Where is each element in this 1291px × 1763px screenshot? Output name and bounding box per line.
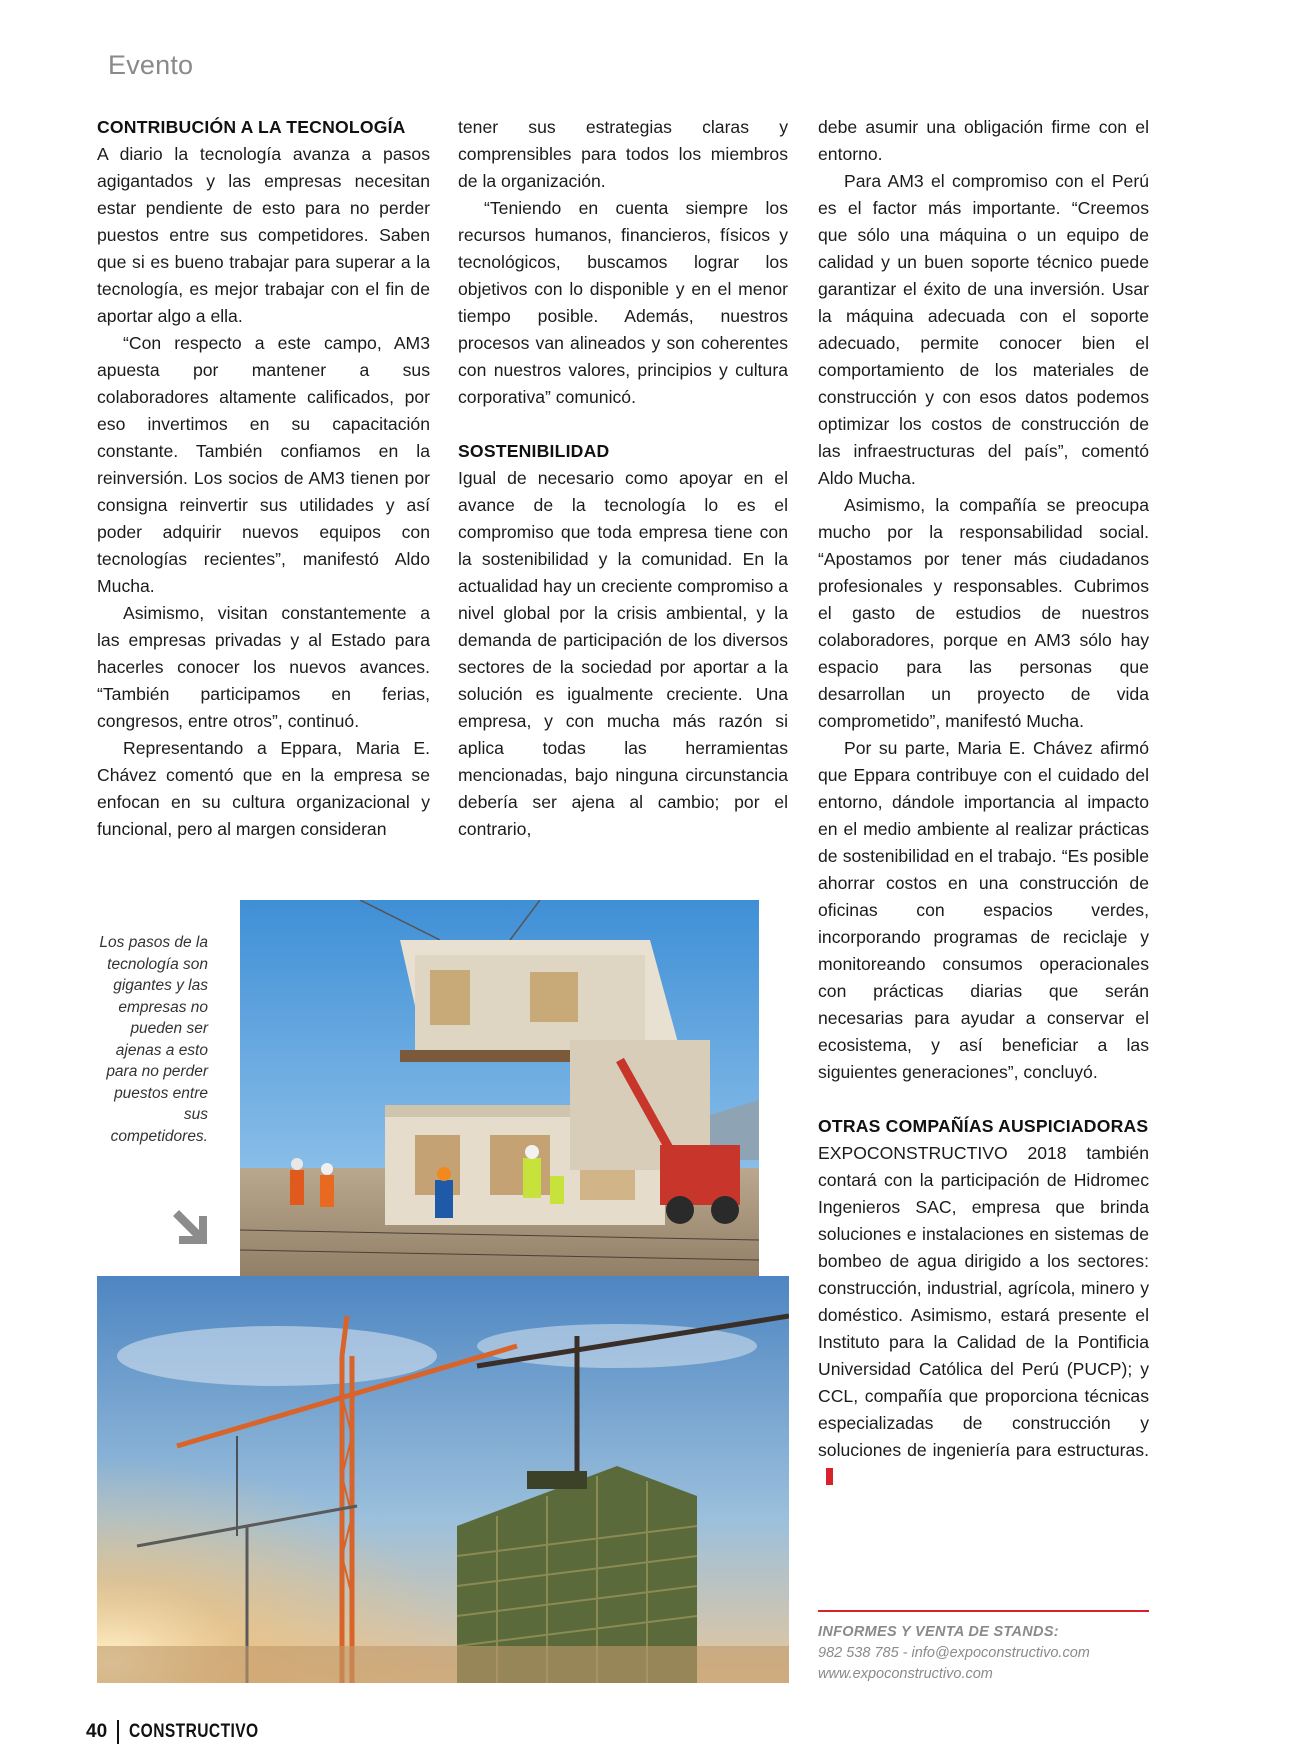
arrow-down-right-icon bbox=[169, 1206, 211, 1248]
paragraph: Igual de necesario como apoyar en el avance de la tecnología lo es el compromiso que toda empresa tiene con la sostenibilidad y la comunidad. En la actualidad hay un creciente compromiso a nivel global por la crisis ambiental, y la demanda de participación de los diversos sectores de la sociedad por aportar a la solución es igualmente creciente. Una empresa, y con mucha más razón si aplica todas las herramientas mencionadas, bajo ninguna circunstancia debería ser ajena al cambio; por el contrario, bbox=[458, 468, 788, 839]
paragraph: “Teniendo en cuenta siempre los recursos humanos, financieros, físicos y tecnológicos, buscamos lograr los objetivos con lo disponible y en el menor tiempo posible. Además, nuestros procesos van alineados y son coherentes con nuestros valores, principios y cultura corporativa” comunicó. bbox=[458, 198, 788, 407]
info-contact: 982 538 785 - info@expoconstructivo.com bbox=[818, 1645, 1090, 1661]
paragraph: Representando a Eppara, Maria E. Chávez comentó que en la empresa se enfocan en su cultura organizacional y funcional, pero al margen consideran bbox=[97, 738, 430, 839]
article-column-2 bbox=[458, 114, 788, 843]
info-divider bbox=[818, 1610, 1149, 1612]
paragraph: debe asumir una obligación firme con el entorno. bbox=[818, 117, 1149, 164]
paragraph: tener sus estrategias claras y comprensibles para todos los miembros de la organización. bbox=[458, 117, 788, 191]
heading-contribucion: CONTRIBUCIÓN A LA TECNOLOGÍA bbox=[97, 117, 406, 137]
cranes-photo bbox=[97, 1276, 789, 1683]
paragraph: Asimismo, visitan constantemente a las empresas privadas y al Estado para hacerles conocer los nuevos avances. “También participamos en ferias, congresos, entre otros”, continuó. bbox=[97, 603, 430, 731]
modular-construction-photo bbox=[240, 900, 759, 1287]
paragraph: A diario la tecnología avanza a pasos agigantados y las empresas necesitan estar pendiente de esto para no perder puestos entre sus competidores. Saben que si es bueno trabajar para superar a la tecnología, es mejor trabajar con el fin de aportar algo a ella. bbox=[97, 144, 430, 326]
page-number: 40 bbox=[86, 1721, 108, 1742]
end-mark-icon bbox=[826, 1468, 833, 1485]
paragraph: Para AM3 el compromiso con el Perú es el factor más importante. “Creemos que sólo una máquina o un equipo de calidad y un buen soporte técnico puede garantizar el éxito de una inversión. Usar la máquina adecuada con el soporte adecuado, permite conocer bien el comportamiento de los materiales de construcción y con esos datos podemos optimizar los costos de construcción de las infraestructuras del país”, comentó Aldo Mucha. bbox=[818, 171, 1149, 488]
paragraph: “Con respecto a este campo, AM3 apuesta por mantener a sus colaboradores altamente calificados, por eso invertimos en su capacitación constante. También confiamos en la reinversión. Los socios de AM3 tienen por consigna reinvertir sus utilidades y así poder adquirir nuevos equipos con tecnologías recientes”, manifestó Aldo Mucha. bbox=[97, 333, 430, 596]
magazine-name: CONSTRUCTIVO bbox=[129, 1721, 259, 1742]
info-title: INFORMES Y VENTA DE STANDS: bbox=[818, 1624, 1059, 1640]
page-footer bbox=[86, 1718, 287, 1746]
footer-divider bbox=[117, 1720, 119, 1744]
heading-otras-companias: OTRAS COMPAÑÍAS AUSPICIADORAS bbox=[818, 1116, 1149, 1136]
section-label: Evento bbox=[108, 50, 194, 80]
info-web: www.expoconstructivo.com bbox=[818, 1666, 993, 1682]
article-column-1 bbox=[97, 114, 430, 843]
article-column-3 bbox=[818, 114, 1149, 1491]
paragraph-final bbox=[818, 1140, 1149, 1491]
paragraph-final-text: EXPOCONSTRUCTIVO 2018 también contará con la participación de Hidromec Ingenieros SAC, empresa que brinda soluciones e instalaciones en sistemas de bombeo de agua dirigido a los sectores: construcción, industrial, agrícola, minero y doméstico. Asimismo, estará presente el Instituto para la Calidad de la Pontificia Universidad Católica del Perú (PUCP); y CCL, compañía que proporciona técnicas especializadas de construcción y soluciones de ingeniería para estructuras. bbox=[818, 1143, 1149, 1460]
info-box bbox=[818, 1622, 1149, 1685]
paragraph: Por su parte, Maria E. Chávez afirmó que Eppara contribuye con el cuidado del entorno, dándole importancia al impacto en el medio ambiente al realizar prácticas de sostenibilidad en el trabajo. “Es posible ahorrar costos en una construcción de oficinas con espacios verdes, incorporando programas de reciclaje y monitoreando consumos operacionales con prácticas diarias que serán necesarias para ayudar a conservar el ecosistema, y así beneficiar a las siguientes generaciones”, concluyó. bbox=[818, 738, 1149, 1082]
paragraph: Asimismo, la compañía se preocupa mucho por la responsabilidad social. “Apostamos por tener más ciudadanos profesionales y responsables. Cubrimos el gasto de estudios de nuestros colaboradores, porque en AM3 sólo hay espacio para las personas que desarrollan un proyecto de vida comprometido”, manifestó Mucha. bbox=[818, 495, 1149, 731]
photo-caption: Los pasos de la tecnología son gigantes y las empresas no pueden ser ajenas a esto para no perder puestos entre sus competidores. bbox=[99, 934, 208, 1145]
heading-sostenibilidad: SOSTENIBILIDAD bbox=[458, 441, 610, 461]
